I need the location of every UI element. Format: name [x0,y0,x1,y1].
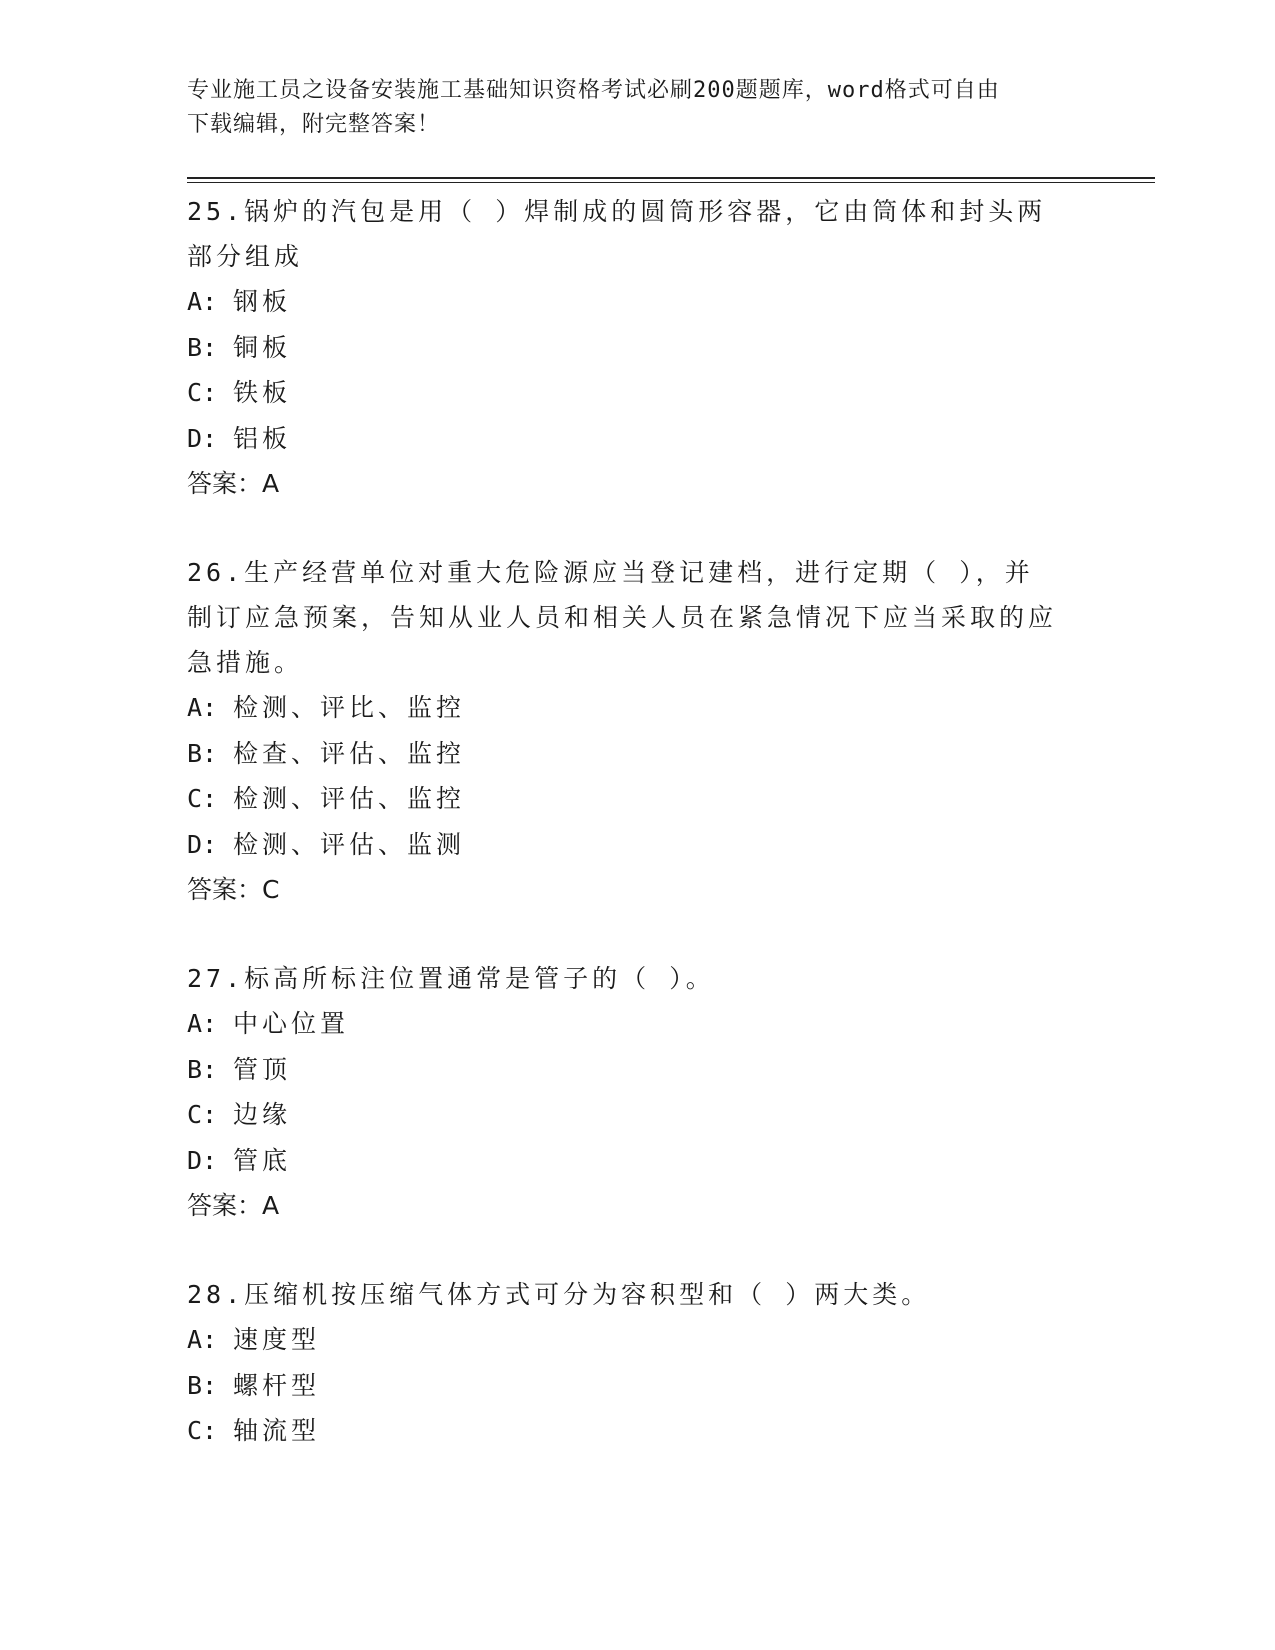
question-25 [187,189,1087,507]
option-key: A: [187,693,218,722]
option-key: B: [187,1370,218,1400]
option-a [187,685,1087,731]
option-text: 检测、评估、监测 [233,829,466,859]
option-key: A: [187,1009,218,1038]
option-b [187,1363,1087,1409]
option-text: 铝板 [233,423,292,453]
question-stem: 26.生产经营单位对重大危险源应当登记建档，进行定期（ ），并制订应急预案，告知从业人员和相关人员在紧急情况下应当采取的应急措施。 [187,558,1058,677]
header-divider-thick [187,177,1155,179]
answer-line: 答案：C [187,875,280,904]
question-28 [187,1272,1087,1454]
question-stem: 25.锅炉的汽包是用（ ）焊制成的圆筒形容器，它由筒体和封头两部分组成 [187,197,1047,271]
question-stem: 27.标高所标注位置通常是管子的（ ）。 [187,964,715,993]
option-text: 速度型 [233,1325,321,1354]
option-a [187,1317,1087,1363]
option-key: B: [187,1054,218,1084]
option-b [187,731,1087,777]
option-text: 边缘 [233,1100,292,1129]
option-b [187,325,1087,371]
header-title-line-1: 专业施工员之设备安装施工基础知识资格考试必刷200题题库，word格式可自由 [187,78,1000,103]
answer-line: 答案：A [187,1191,280,1220]
option-key: C: [187,784,218,813]
option-a [187,279,1087,325]
option-key: C: [187,1416,218,1445]
option-key: D: [187,423,218,453]
option-key: D: [187,829,218,859]
option-text: 钢板 [233,287,292,316]
option-text: 检测、评比、监控 [233,693,466,722]
answer-line: 答案：A [187,469,280,498]
header-divider-thin [187,182,1155,183]
header-title-line-2: 下载编辑，附完整答案！ [187,112,441,137]
option-key: B: [187,332,218,362]
option-text: 管底 [233,1145,292,1175]
question-27 [187,956,1087,1229]
option-key: A: [187,1325,218,1354]
option-text: 检查、评估、监控 [233,738,466,768]
option-a [187,1001,1087,1047]
document-header [187,74,1067,142]
option-text: 铜板 [233,332,292,362]
option-key: A: [187,287,218,316]
option-b [187,1047,1087,1093]
option-c [187,1092,1087,1138]
option-text: 螺杆型 [233,1370,321,1400]
option-text: 铁板 [233,378,292,407]
question-26 [187,550,1087,913]
option-key: C: [187,1100,218,1129]
option-d [187,822,1087,868]
option-c [187,776,1087,822]
option-key: B: [187,738,218,768]
option-key: C: [187,378,218,407]
option-c [187,1408,1087,1454]
option-text: 中心位置 [233,1009,350,1038]
option-d [187,1138,1087,1184]
question-list [187,189,1087,1497]
option-key: D: [187,1145,218,1175]
option-text: 管顶 [233,1054,292,1084]
option-c [187,370,1087,416]
option-text: 检测、评估、监控 [233,784,466,813]
question-stem: 28.压缩机按压缩气体方式可分为容积型和（ ）两大类。 [187,1280,931,1309]
option-text: 轴流型 [233,1416,321,1445]
option-d [187,416,1087,462]
